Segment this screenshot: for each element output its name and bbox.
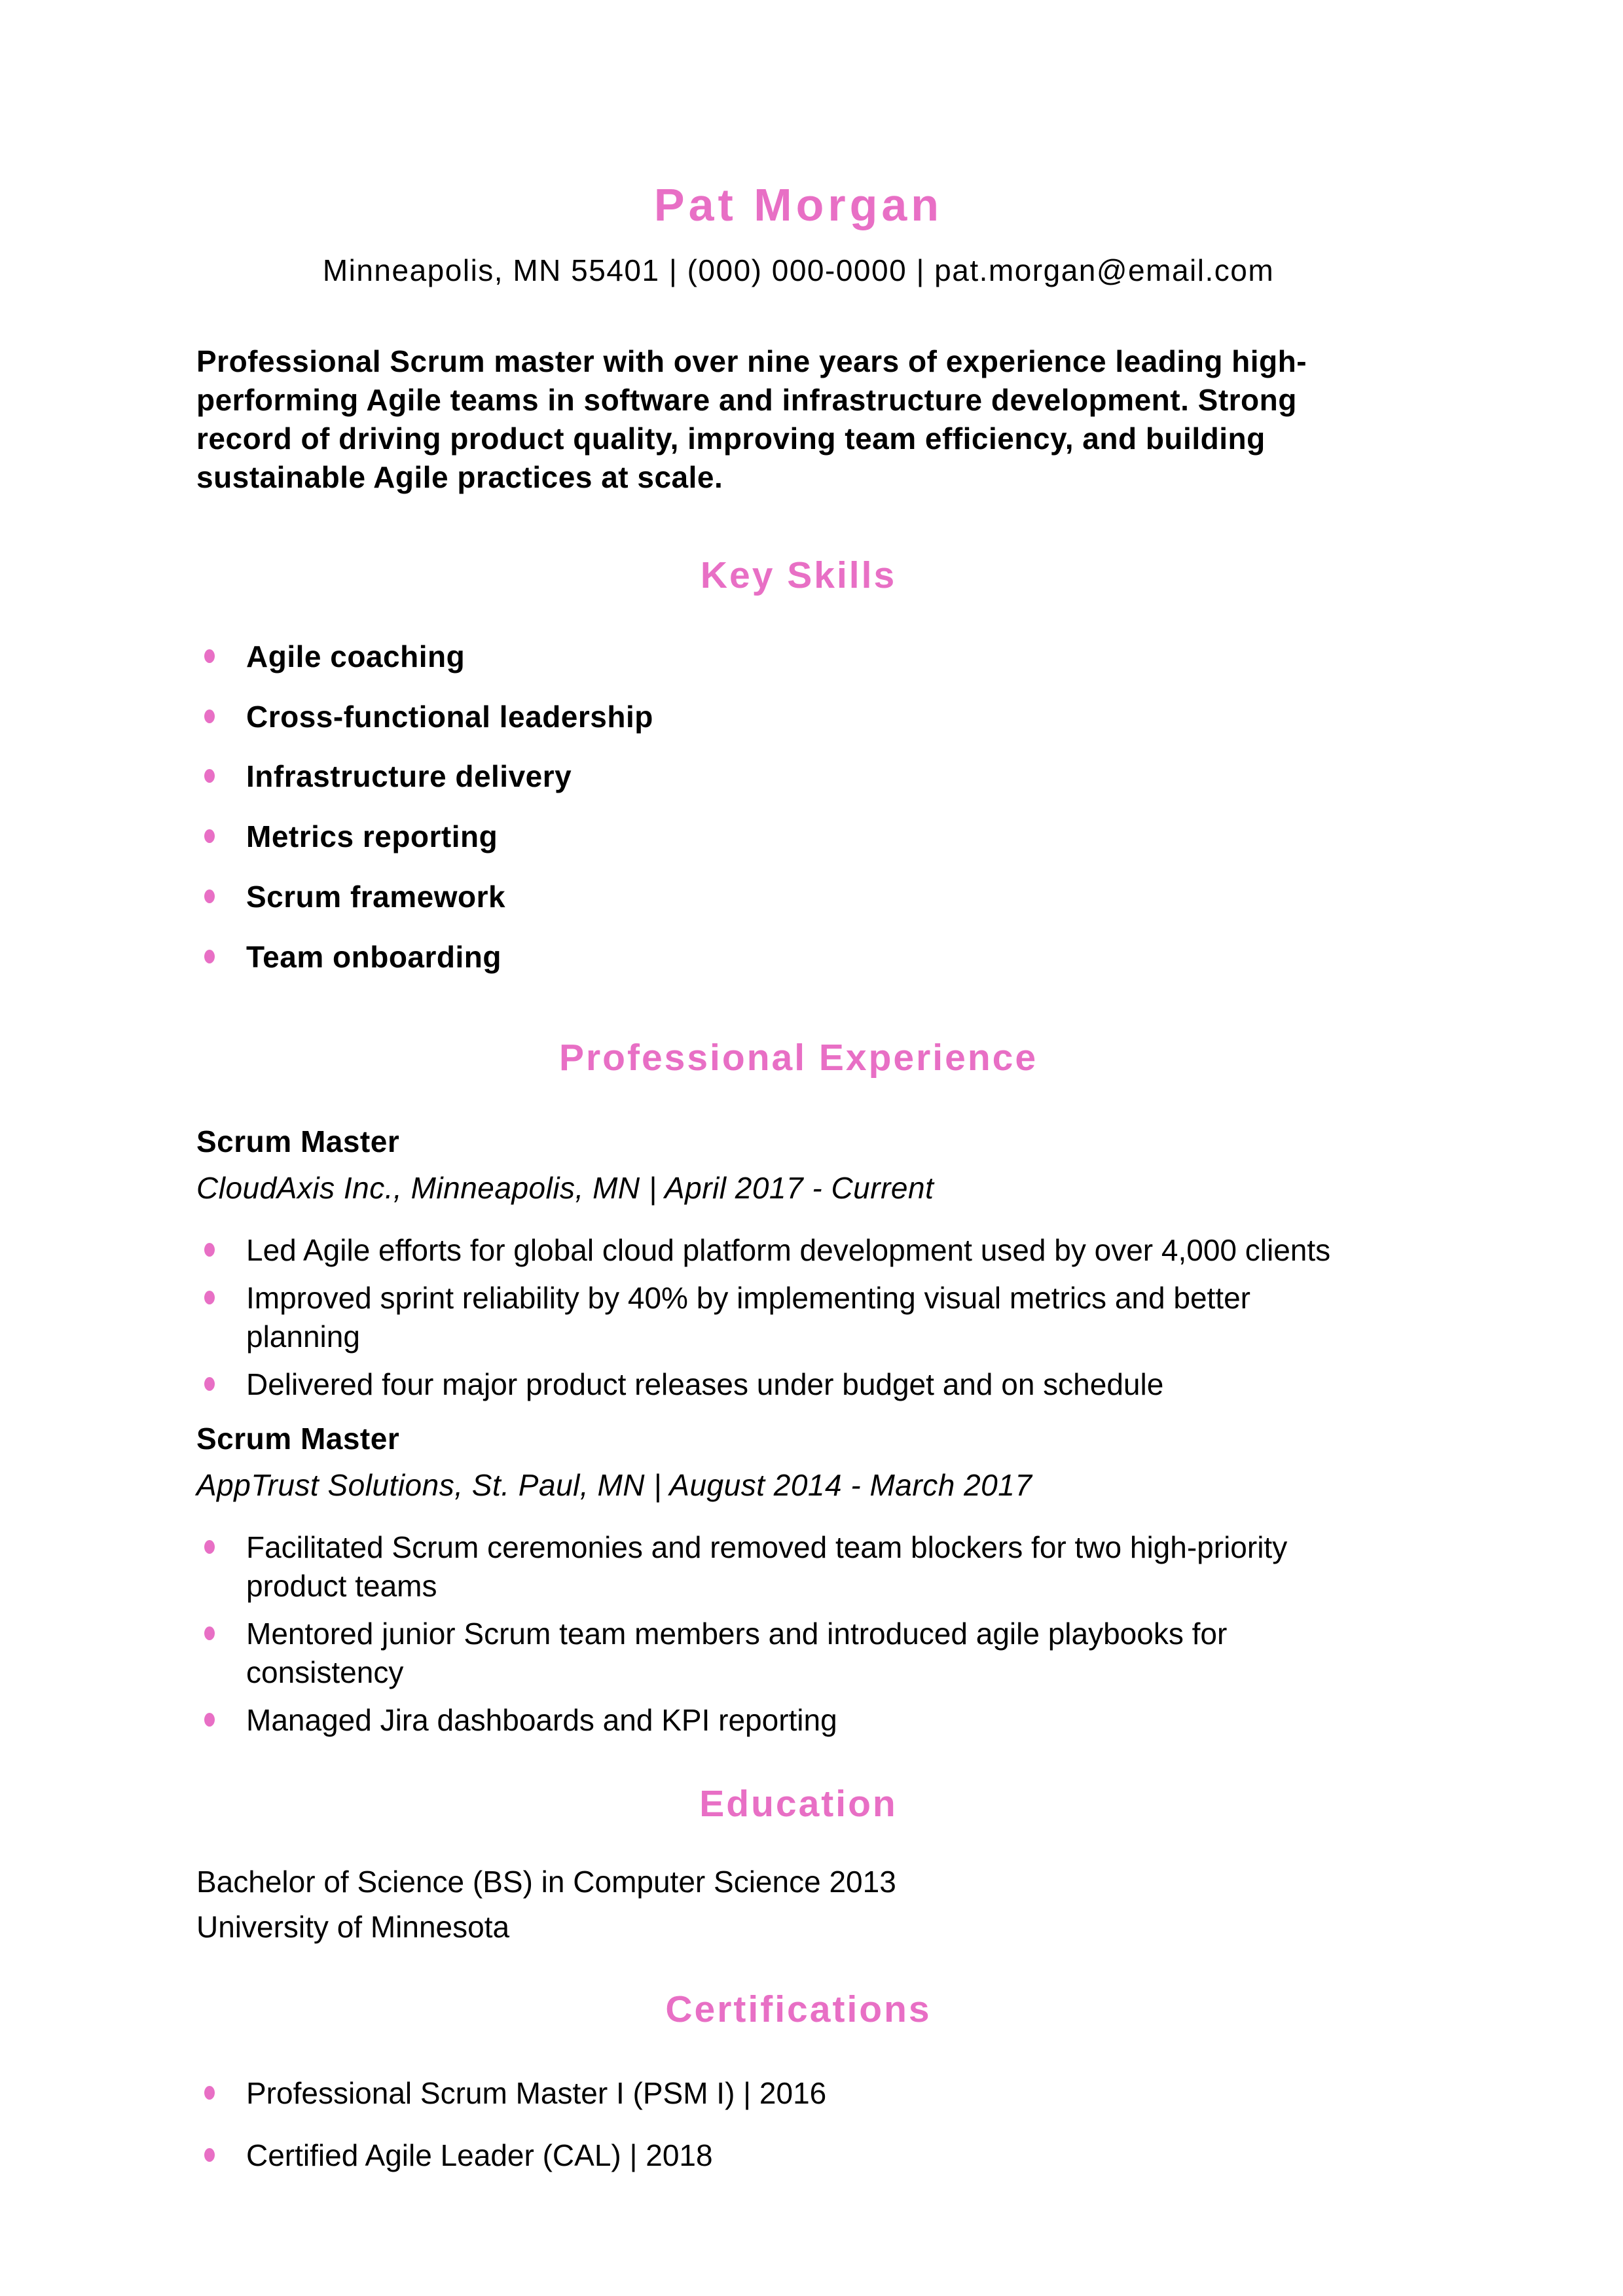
bullet-icon [204, 1626, 215, 1640]
bullet-icon [204, 649, 215, 663]
list-item [196, 1701, 1400, 1740]
job-title: Scrum Master [196, 1421, 400, 1456]
bullet-icon [204, 1713, 215, 1727]
contact-line: Minneapolis, MN 55401 | (000) 000-0000 | pat.morgan@email.com [322, 253, 1275, 287]
list-item [196, 1528, 1400, 1605]
job-entry-cloudaxis [196, 1124, 1400, 1404]
section-title-education: Education [699, 1782, 898, 1825]
section-title-experience: Professional Experience [558, 1036, 1038, 1079]
summary-paragraph: Professional Scrum master with over nine years of experience leading high-performing Agile teams in software and infrastructure development. Strong record of driving product quality, improving team efficiency, and building sustainable Agile practices at scale. [196, 344, 1307, 494]
job-meta: CloudAxis Inc., Minneapolis, MN | April 2017 - Current [196, 1171, 934, 1206]
bullet-icon [204, 889, 215, 903]
list-item-text: Managed Jira dashboards and KPI reporting [246, 1702, 837, 1737]
job-entry-apptrust [196, 1421, 1400, 1740]
list-item-text: Mentored junior Scrum team members and introduced agile playbooks for consistency [246, 1616, 1228, 1689]
list-item [196, 1615, 1400, 1692]
list-item [196, 757, 1400, 796]
list-item [196, 1365, 1400, 1404]
bullet-icon [204, 1291, 215, 1304]
list-item-text: Improved sprint reliability by 40% by implementing visual metrics and better planning [246, 1281, 1250, 1354]
bullet-icon [204, 1540, 215, 1554]
candidate-name: Pat Morgan [653, 179, 943, 230]
bullet-icon [204, 2148, 215, 2162]
list-item [196, 637, 1400, 676]
job-bullet-list [196, 1231, 1400, 1404]
list-item-text: Infrastructure delivery [246, 759, 572, 794]
list-item-text: Certified Agile Leader (CAL) | 2018 [246, 2138, 713, 2173]
list-item-text: Cross-functional leadership [246, 699, 653, 734]
education-block [196, 1859, 1400, 1951]
list-item-text: Professional Scrum Master I (PSM I) | 2016 [246, 2076, 827, 2111]
key-skills-list [196, 637, 1400, 977]
list-item-text: Agile coaching [246, 639, 465, 673]
list-item [196, 1231, 1400, 1270]
bullet-icon [204, 950, 215, 963]
bullet-icon [204, 709, 215, 723]
list-item [196, 938, 1400, 977]
list-item [196, 698, 1400, 736]
list-item [196, 1279, 1400, 1356]
certifications-list [196, 2074, 1400, 2175]
bullet-icon [204, 769, 215, 783]
list-item-text: Facilitated Scrum ceremonies and removed team blockers for two high-priority product teams [246, 1530, 1288, 1604]
list-item-text: Delivered four major product releases under budget and on schedule [246, 1367, 1164, 1401]
bullet-icon [204, 2086, 215, 2100]
education-school: University of Minnesota [196, 1910, 510, 1945]
section-title-certifications: Certifications [665, 1988, 932, 2031]
job-meta: AppTrust Solutions, St. Paul, MN | August 2014 - March 2017 [196, 1468, 1032, 1502]
section-title-key-skills: Key Skills [700, 554, 897, 596]
list-item [196, 2136, 1400, 2175]
job-bullet-list [196, 1528, 1400, 1739]
bullet-icon [204, 1243, 215, 1257]
list-item [196, 2074, 1400, 2113]
education-degree: Bachelor of Science (BS) in Computer Science 2013 [196, 1864, 896, 1899]
list-item [196, 878, 1400, 916]
job-title: Scrum Master [196, 1124, 400, 1158]
list-item [196, 817, 1400, 856]
list-item-text: Scrum framework [246, 880, 506, 914]
list-item-text: Team onboarding [246, 940, 501, 975]
bullet-icon [204, 1377, 215, 1391]
bullet-icon [204, 829, 215, 843]
list-item-text: Led Agile efforts for global cloud platform development used by over 4,000 clients [246, 1233, 1331, 1268]
list-item-text: Metrics reporting [246, 819, 498, 854]
